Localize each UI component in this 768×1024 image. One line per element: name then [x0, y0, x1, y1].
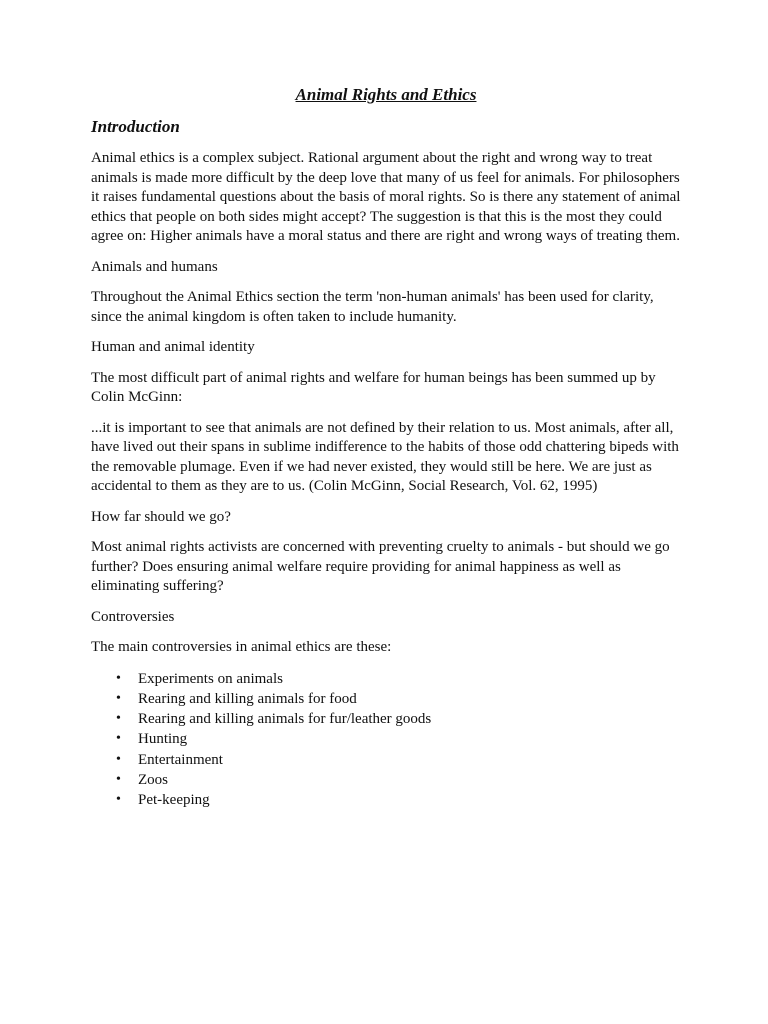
- subheading-human-animal-identity: Human and animal identity: [91, 339, 255, 355]
- list-item: [91, 729, 681, 749]
- list-item: [91, 689, 681, 709]
- controversies-intro: The main controversies in animal ethics are these:: [91, 639, 392, 655]
- how-far-paragraph: Most animal rights activists are concerned with preventing cruelty to animals - but should we go further? Does ensuring animal welfare require providing for animal happiness as well as eliminating suffering?: [91, 539, 670, 594]
- subheading-how-far: How far should we go?: [91, 508, 231, 525]
- list-item-label: Rearing and killing animals for food: [138, 690, 357, 707]
- mcginn-quote-paragraph: ...it is important to see that animals are not defined by their relation to us. Most animals, after all, have lived out their spans in sublime indifference to the habits of those odd chattering bipeds with the removable plumage. Even if we had never existed, they would still be here. We are just as accidental to them as they are to us. (Colin McGinn, Social Research, Vol. 62, 1995): [91, 419, 679, 494]
- controversies-list: [91, 669, 681, 811]
- list-item-label: Zoos: [138, 771, 168, 788]
- list-item-label: Hunting: [138, 731, 188, 748]
- document-page: [91, 84, 681, 811]
- list-item-label: Experiments on animals: [138, 670, 283, 687]
- list-item: [91, 669, 681, 689]
- list-item: [91, 790, 681, 810]
- bullet-icon: •: [116, 792, 121, 808]
- subheading-animals-and-humans: Animals and humans: [91, 258, 218, 275]
- subheading-controversies: Controversies: [91, 608, 175, 625]
- list-item-label: Pet-keeping: [138, 792, 210, 809]
- section-heading-introduction: Introduction: [91, 117, 180, 136]
- identity-paragraph: The most difficult part of animal rights and welfare for human beings has been summed up by Colin McGinn:: [91, 369, 656, 405]
- list-item: [91, 709, 681, 729]
- bullet-icon: •: [116, 711, 121, 727]
- list-item: [91, 770, 681, 790]
- bullet-icon: •: [116, 670, 121, 686]
- document-title: Animal Rights and Ethics: [295, 85, 477, 104]
- bullet-icon: •: [116, 731, 121, 747]
- bullet-icon: •: [116, 771, 121, 787]
- bullet-icon: •: [116, 751, 121, 767]
- intro-paragraph: Animal ethics is a complex subject. Rational argument about the right and wrong way to treat animals is made more difficult by the deep love that many of us feel for animals. For philosophers it raises fundamental questions about the basis of moral rights. So is there any statement of animal ethics that people on both sides might accept? The suggestion is that this is the most they could agree on: Higher animals have a moral status and there are right and wrong ways of treating them.: [91, 150, 681, 244]
- list-item: [91, 750, 681, 770]
- bullet-icon: •: [116, 690, 121, 706]
- list-item-label: Entertainment: [138, 751, 223, 768]
- animals-humans-paragraph: Throughout the Animal Ethics section the term 'non-human animals' has been used for clarity, since the animal kingdom is often taken to include humanity.: [91, 289, 654, 325]
- list-item-label: Rearing and killing animals for fur/leather goods: [138, 711, 432, 728]
